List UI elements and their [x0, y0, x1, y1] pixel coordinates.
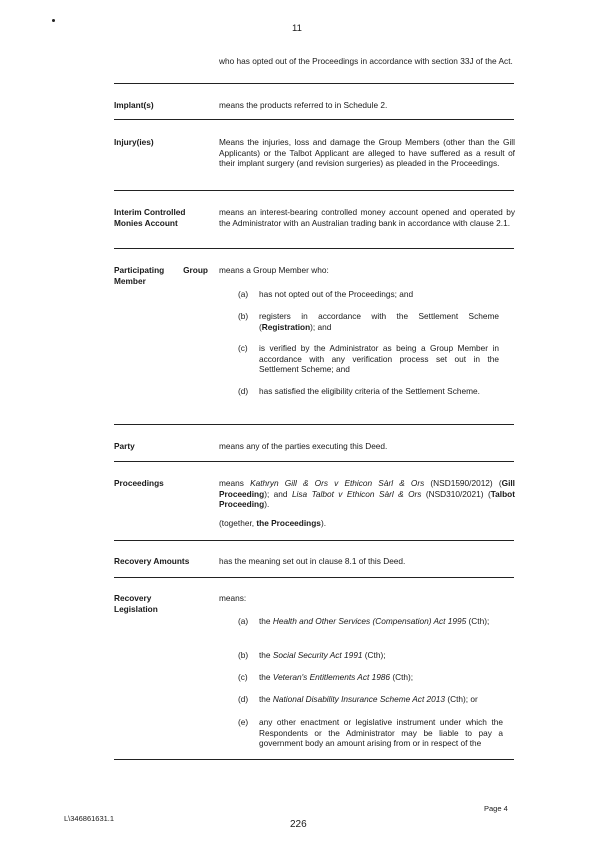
item-label: (c) — [238, 672, 248, 682]
definition-intro: means: — [219, 593, 247, 603]
item-label: (a) — [238, 616, 249, 626]
definition-proceedings: means Kathryn Gill & Ors v Ethicon Sàrl & Ors (NSD1590/2012) (Gill Proceeding); and Lisa Talbot v Ethicon Sàrl & Ors (NSD310/2021) (Talbot Proceeding). — [219, 478, 515, 509]
definition-interim-account: means an interest-bearing controlled money account opened and operated by the Administrator with an Australian trading bank in accordance with clause 2.1. — [219, 207, 515, 228]
item-text: the Health and Other Services (Compensation) Act 1995 (Cth); — [259, 616, 490, 626]
divider — [114, 248, 514, 249]
item-label: (c) — [238, 343, 248, 353]
divider — [114, 540, 514, 541]
item-text: the Social Security Act 1991 (Cth); — [259, 650, 386, 660]
page-label: Page 4 — [484, 804, 508, 813]
item-text: has satisfied the eligibility criteria of the Settlement Scheme. — [259, 386, 480, 396]
term-party: Party — [114, 441, 135, 451]
bottom-page-number: 226 — [290, 819, 307, 830]
divider — [114, 461, 514, 462]
item-label: (a) — [238, 289, 249, 299]
divider — [114, 119, 514, 120]
term-implants: Implant(s) — [114, 100, 154, 110]
term-injuries: Injury(ies) — [114, 137, 154, 147]
term-recovery-legislation: Recovery Legislation — [114, 593, 158, 614]
carryover-text: who has opted out of the Proceedings in accordance with section 33J of the Act. — [219, 56, 513, 66]
item-text: the Veteran's Entitlements Act 1986 (Cth); — [259, 672, 414, 682]
definition-implants: means the products referred to in Schedule 2. — [219, 100, 388, 110]
divider — [114, 83, 514, 84]
divider — [114, 759, 514, 760]
item-text: registers in accordance with the Settlement Scheme (Registration); and — [259, 311, 499, 332]
item-text: any other enactment or legislative instrument under which the Respondents or the Administrator may be liable to pay a government body an amount arising from or in respect of the — [259, 717, 503, 748]
term-proceedings: Proceedings — [114, 478, 164, 488]
item-label: (d) — [238, 386, 249, 396]
definition-intro: means a Group Member who: — [219, 265, 329, 275]
term-recovery-amounts: Recovery Amounts — [114, 556, 190, 566]
page-number: 11 — [292, 23, 302, 34]
definition-party: means any of the parties executing this Deed. — [219, 441, 388, 451]
definition-proceedings-together: (together, the Proceedings). — [219, 518, 327, 528]
document-id: L\346861631.1 — [64, 814, 115, 823]
term-interim-account: Interim Controlled Monies Account — [114, 207, 186, 228]
item-label: (e) — [238, 717, 249, 727]
item-text: the National Disability Insurance Scheme Act 2013 (Cth); or — [259, 694, 478, 704]
item-text: is verified by the Administrator as being a Group Member in accordance with any verification process set out in the Settlement Scheme; and — [259, 343, 499, 374]
divider — [114, 190, 514, 191]
definition-recovery-amounts: has the meaning set out in clause 8.1 of this Deed. — [219, 556, 406, 566]
item-label: (d) — [238, 694, 249, 704]
item-label: (b) — [238, 650, 249, 660]
item-text: has not opted out of the Proceedings; and — [259, 289, 414, 299]
divider — [114, 577, 514, 578]
divider — [114, 424, 514, 425]
scan-speck — [52, 19, 55, 22]
definition-injuries: Means the injuries, loss and damage the Group Members (other than the Gill Applicants) or the Talbot Applicant are alleged to have suffered as a result of their implant surgery (and revision surgeries) as pleaded in the Proceedings. — [219, 137, 515, 168]
term-participating-group-member: Participating Group Member — [114, 265, 208, 286]
item-label: (b) — [238, 311, 249, 321]
